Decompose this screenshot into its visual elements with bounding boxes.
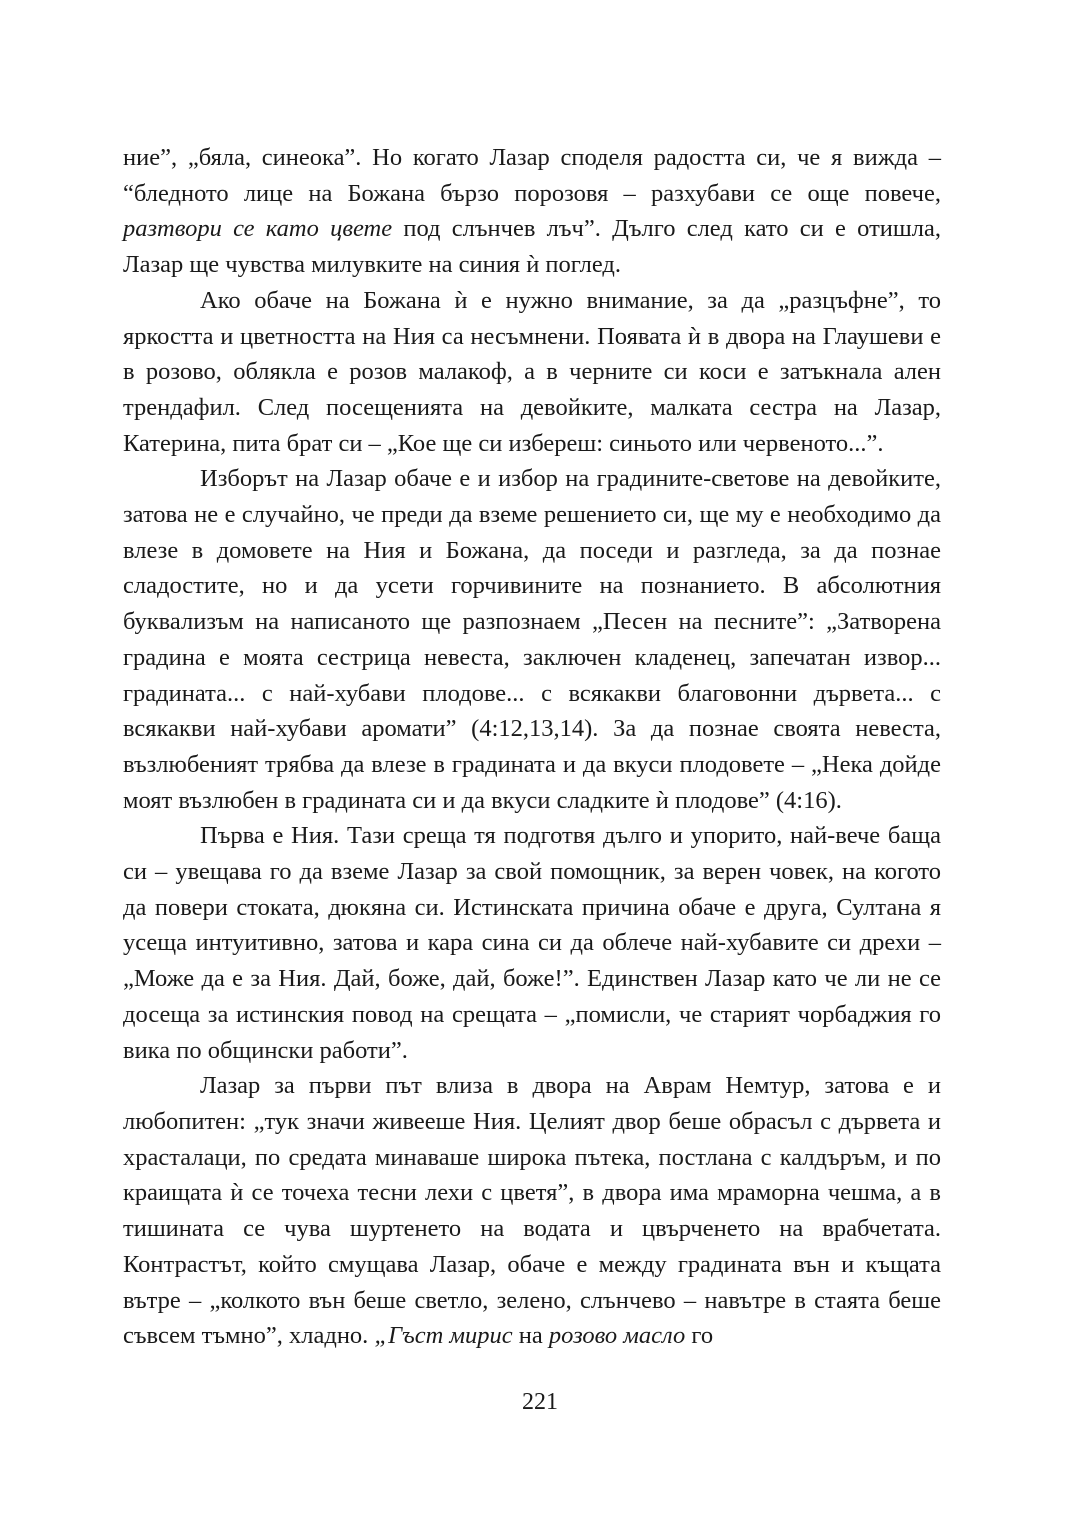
- paragraph-1: ние”, „бяла, синеока”. Но когато Лазар споделя радостта си, че я вижда – “бледното лице на Божана бързо порозовя – разхубави се още повече, разтвори се като цвете под слънчев лъч”. Дълго след като си е отишла, Лазар ще чувства милувките на синия ѝ поглед.: [123, 144, 941, 279]
- paragraph-3: Изборът на Лазар обаче е и избор на градините-светове на девойките, затова не е случайно, че преди да вземе решението си, ще му е необходимо да влезе в домовете на Ния и Божана, да поседи и разгледа, за да познае сладостите, но и да усети горчивините на познанието. В абсолютния буквализъм на написаното ще разпознаем „Песен на песните”: „Затворена градина е моята сестрица невеста, заключен кладенец, запечатан извор... градината... с най-хубави плодове... с всякакви благовонни дървета... с всякакви най-хубави аромати” (4:12,13,14). За да познае своята невеста, възлюбеният трябва да влезе в градината и да вкуси плодовете – „Нека дойде моят възлюбен в градината си и да вкуси сладките ѝ плодове” (4:16).: [123, 465, 941, 814]
- paragraph-2: Ако обаче на Божана ѝ е нужно внимание, за да „разцъфне”, то яркостта и цветността на Ния са несъмнени. Появата ѝ в двора на Глаушеви е в розово, облякла е розов малакоф, а в черните си коси е затъкнала ален трендафил. След посещенията на девойките, малката сестра на Лазар, Катерина, пита брат си – „Кое ще си избереш: синьото или червеното...”.: [123, 286, 941, 457]
- italic-phrase: „Гъст мирис: [374, 1322, 513, 1350]
- page-number: 221: [522, 1389, 558, 1415]
- paragraph-4: Първа е Ния. Тази среща тя подготвя дълго и упорито, най-вече баща си – увещава го да вземе Лазар за свой помощник, за верен човек, на когото да повери стоката, дюкяна си. Истинската причина обаче е друга, Султана я усеща интуитивно, затова и кара сина си да облече най-хубавите си дрехи – „Може да е за Ния. Дай, боже, дай, боже!”. Единствен Лазар като че ли не се досеща за истинския повод на срещата – „помисли, че старият чорбаджия го вика по общински работи”.: [123, 822, 941, 1064]
- body-text: [123, 140, 941, 1354]
- paragraph-5: Лазар за първи път влиза в двора на Аврам Немтур, затова е и любопитен: „тук значи живееше Ния. Целият двор беше обрасъл с дървета и храсталаци, по средата минаваше широка пътека, постлана с калдъръм, и по краищата ѝ се точеха тесни лехи с цветя”, в двора има мраморна чешма, а в тишината се чува шуртенето на водата и цвърченето на врабчетата. Контрастът, който смущава Лазар, обаче е между градината вън и къщата вътре – „колкото вън беше светло, зелено, слънчево – навътре в стаята беше съвсем тъмно”, хладно. „Гъст мирис на розово масло го: [123, 1072, 941, 1350]
- italic-phrase: розово масло: [548, 1322, 686, 1350]
- italic-phrase: разтвори се като цвете: [123, 215, 393, 243]
